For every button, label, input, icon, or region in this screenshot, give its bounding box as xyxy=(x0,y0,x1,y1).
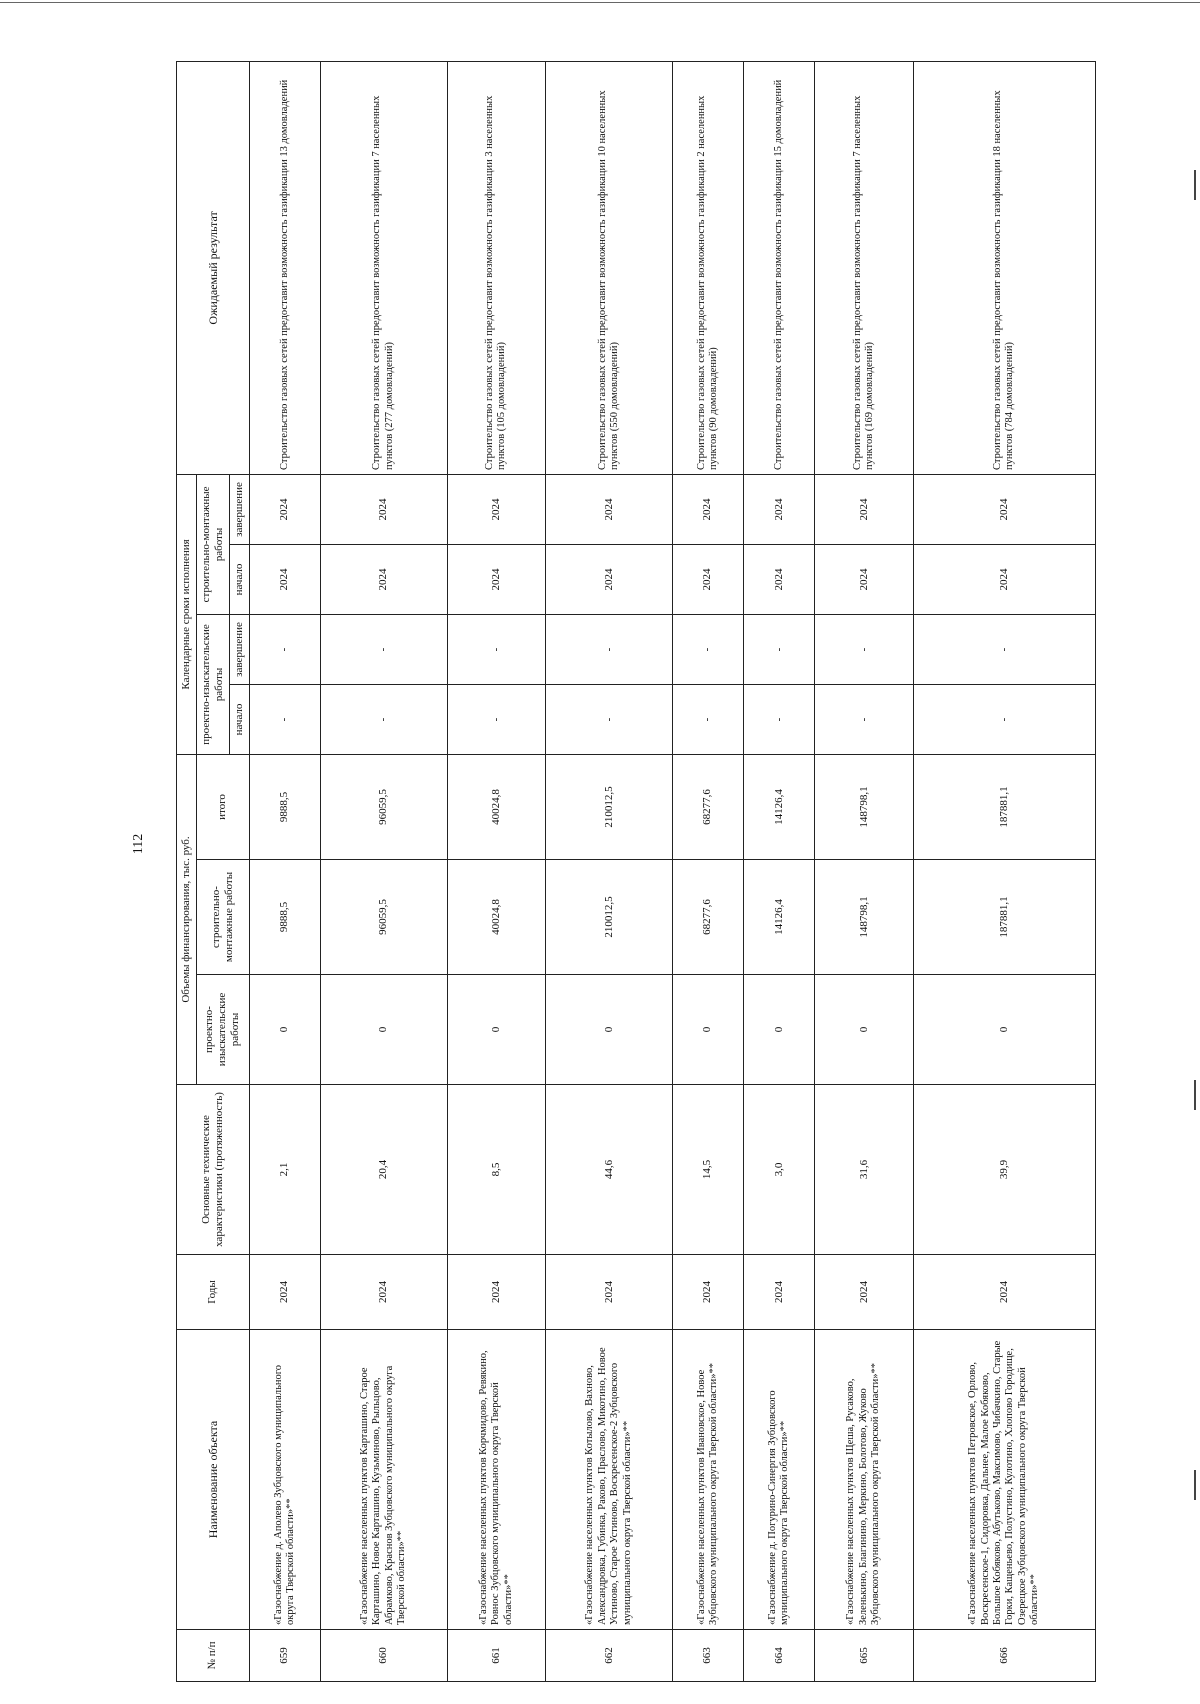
row-construction-cost: 148798,1 xyxy=(815,860,914,975)
row-construction-cost: 187881,1 xyxy=(913,860,1095,975)
object-name: «Газоснабжение населенных пунктов Петровское, Орлово, Воскресенское-1, Сидоровка, Дальнее, Малое Кобяково, Большое Кобяково, Абутьково, Максимово, Чибачкино, Старые Горки, Кащеньево, Полустино, Кулотино, Хлопово Городище, Озерецкое Зубцовского муниципального округа Тверской области»** xyxy=(913,1330,1095,1630)
expected-result: Строительство газовых сетей предоставит возможность газификации 2 населенных пунктов (90 домовладений) xyxy=(672,61,743,474)
row-construction-start: 2024 xyxy=(546,544,673,614)
row-total: 148798,1 xyxy=(815,754,914,859)
row-design-start: - xyxy=(744,684,815,754)
row-design-cost: 0 xyxy=(320,975,447,1085)
object-name: «Газоснабжение д. Погурино-Синергия Зубцовского муниципального округа Тверской области»** xyxy=(744,1330,815,1630)
row-construction-cost: 9888,5 xyxy=(249,860,320,975)
expected-result: Строительство газовых сетей предоставит возможность газификации 15 домовладений xyxy=(744,61,815,474)
row-length: 3,0 xyxy=(744,1085,815,1255)
row-number: 666 xyxy=(913,1630,1095,1682)
row-length: 20,4 xyxy=(320,1085,447,1255)
row-construction-start: 2024 xyxy=(320,544,447,614)
row-construction-cost: 40024,8 xyxy=(447,860,546,975)
row-total: 40024,8 xyxy=(447,754,546,859)
row-construction-cost: 96059,5 xyxy=(320,860,447,975)
table-row xyxy=(546,61,673,1681)
row-design-start: - xyxy=(447,684,546,754)
header-funding-total: итого xyxy=(196,754,249,859)
header-construction-end: завершение xyxy=(229,474,249,544)
row-number: 660 xyxy=(320,1630,447,1682)
row-construction-end: 2024 xyxy=(913,474,1095,544)
row-number: 661 xyxy=(447,1630,546,1682)
row-design-end: - xyxy=(320,614,447,684)
row-year: 2024 xyxy=(447,1255,546,1330)
row-construction-start: 2024 xyxy=(815,544,914,614)
header-schedule-construction: строительно-монтажные работы xyxy=(196,474,229,614)
row-number: 659 xyxy=(249,1630,320,1682)
row-design-end: - xyxy=(249,614,320,684)
row-construction-start: 2024 xyxy=(249,544,320,614)
row-length: 39,9 xyxy=(913,1085,1095,1255)
header-num: № п/п xyxy=(177,1630,250,1682)
table-row xyxy=(672,61,743,1681)
top-border-line xyxy=(0,2,1200,3)
row-total: 187881,1 xyxy=(913,754,1095,859)
row-total: 96059,5 xyxy=(320,754,447,859)
row-design-end: - xyxy=(447,614,546,684)
row-construction-cost: 68277,6 xyxy=(672,860,743,975)
row-construction-end: 2024 xyxy=(447,474,546,544)
table-row xyxy=(249,61,320,1681)
row-design-start: - xyxy=(913,684,1095,754)
expected-result: Строительство газовых сетей предоставит возможность газификации 7 населенных пунктов (169 домовладений) xyxy=(815,61,914,474)
gasification-table xyxy=(176,61,1096,1682)
row-construction-start: 2024 xyxy=(447,544,546,614)
row-number: 664 xyxy=(744,1630,815,1682)
row-design-cost: 0 xyxy=(815,975,914,1085)
row-design-end: - xyxy=(546,614,673,684)
expected-result: Строительство газовых сетей предоставит возможность газификации 13 домовладений xyxy=(249,61,320,474)
row-year: 2024 xyxy=(672,1255,743,1330)
expected-result: Строительство газовых сетей предоставит возможность газификации 7 населенных пунктов (277 домовладений) xyxy=(320,61,447,474)
row-total: 210012,5 xyxy=(546,754,673,859)
object-name: «Газоснабжение населенных пунктов Котылово, Вахново, Александровка, Губинка, Раково, Праслово, Микотино, Новое Устиново, Старое Устиново, Воскресенское-2 Зубцовского муниципального округа Тверской области»** xyxy=(546,1330,673,1630)
table-row xyxy=(320,61,447,1681)
row-design-cost: 0 xyxy=(744,975,815,1085)
table-row xyxy=(447,61,546,1681)
row-length: 8,5 xyxy=(447,1085,546,1255)
expected-result: Строительство газовых сетей предоставит возможность газификации 18 населенных пунктов (784 домовладений) xyxy=(913,61,1095,474)
header-years: Годы xyxy=(177,1255,250,1330)
row-year: 2024 xyxy=(249,1255,320,1330)
row-total: 68277,6 xyxy=(672,754,743,859)
row-design-start: - xyxy=(815,684,914,754)
row-construction-cost: 210012,5 xyxy=(546,860,673,975)
row-number: 663 xyxy=(672,1630,743,1682)
row-design-start: - xyxy=(249,684,320,754)
row-construction-end: 2024 xyxy=(815,474,914,544)
row-year: 2024 xyxy=(546,1255,673,1330)
header-funding: Объемы финансирования, тыс. руб. xyxy=(177,754,197,1084)
row-year: 2024 xyxy=(815,1255,914,1330)
header-row-1 xyxy=(177,61,197,1681)
row-construction-end: 2024 xyxy=(320,474,447,544)
header-result: Ожидаемый результат xyxy=(177,61,250,474)
header-schedule-design: проектно-изыскательские работы xyxy=(196,614,229,754)
row-design-start: - xyxy=(320,684,447,754)
header-name: Наименование объекта xyxy=(177,1330,250,1630)
row-construction-end: 2024 xyxy=(672,474,743,544)
row-construction-end: 2024 xyxy=(546,474,673,544)
header-tech: Основные технические характеристики (протяженность) xyxy=(177,1085,250,1255)
header-design-end: завершение xyxy=(229,614,249,684)
row-length: 44,6 xyxy=(546,1085,673,1255)
header-design-start: начало xyxy=(229,684,249,754)
row-construction-end: 2024 xyxy=(744,474,815,544)
row-construction-start: 2024 xyxy=(672,544,743,614)
row-design-cost: 0 xyxy=(249,975,320,1085)
row-number: 665 xyxy=(815,1630,914,1682)
object-name: «Газоснабжение населенных пунктов Ивановское, Новое Зубцовского муниципального округа Тверской области»** xyxy=(672,1330,743,1630)
row-construction-start: 2024 xyxy=(913,544,1095,614)
table-body xyxy=(249,61,1095,1681)
row-construction-start: 2024 xyxy=(744,544,815,614)
header-schedule: Календарные сроки исполнения xyxy=(177,474,197,754)
row-design-cost: 0 xyxy=(546,975,673,1085)
row-construction-end: 2024 xyxy=(249,474,320,544)
row-design-cost: 0 xyxy=(913,975,1095,1085)
page-number: 112 xyxy=(131,833,147,855)
row-total: 14126,4 xyxy=(744,754,815,859)
row-design-end: - xyxy=(815,614,914,684)
row-length: 2,1 xyxy=(249,1085,320,1255)
row-design-start: - xyxy=(672,684,743,754)
row-length: 31,6 xyxy=(815,1085,914,1255)
margin-mark xyxy=(1194,1470,1196,1500)
margin-mark xyxy=(1194,1080,1196,1110)
object-name: «Газоснабжение д. Аполево Зубцовского муниципального округа Тверской области»** xyxy=(249,1330,320,1630)
table-row xyxy=(815,61,914,1681)
object-name: «Газоснабжение населенных пунктов Щеша, Русаково, Зеленькино, Благинино, Меркино, Болотово, Жуково Зубцовского муниципального округа Тверской области»** xyxy=(815,1330,914,1630)
row-design-end: - xyxy=(744,614,815,684)
row-year: 2024 xyxy=(913,1255,1095,1330)
table-row xyxy=(913,61,1095,1681)
row-year: 2024 xyxy=(744,1255,815,1330)
row-design-cost: 0 xyxy=(672,975,743,1085)
header-funding-design: проектно-изыскательские работы xyxy=(196,975,249,1085)
object-name: «Газоснабжение населенных пунктов Корчмидово, Ревякино, Ровнос Зубцовского муниципального округа Тверской области»** xyxy=(447,1330,546,1630)
row-design-end: - xyxy=(672,614,743,684)
row-design-end: - xyxy=(913,614,1095,684)
header-funding-construction: строительно-монтажные работы xyxy=(196,860,249,975)
row-total: 9888,5 xyxy=(249,754,320,859)
row-year: 2024 xyxy=(320,1255,447,1330)
margin-mark xyxy=(1194,170,1196,200)
rotated-table-wrapper xyxy=(176,62,1096,1682)
header-construction-start: начало xyxy=(229,544,249,614)
row-number: 662 xyxy=(546,1630,673,1682)
expected-result: Строительство газовых сетей предоставит возможность газификации 3 населенных пунктов (105 домовладений) xyxy=(447,61,546,474)
object-name: «Газоснабжение населенных пунктов Карташино, Старое Карташино, Новое Карташино, Кузьминово, Рыльцово, Абрамково, Краснов Зубцовского муниципального округа Тверской области»** xyxy=(320,1330,447,1630)
table-row xyxy=(744,61,815,1681)
row-length: 14,5 xyxy=(672,1085,743,1255)
row-design-cost: 0 xyxy=(447,975,546,1085)
row-design-start: - xyxy=(546,684,673,754)
expected-result: Строительство газовых сетей предоставит возможность газификации 10 населенных пунктов (550 домовладений) xyxy=(546,61,673,474)
row-construction-cost: 14126,4 xyxy=(744,860,815,975)
